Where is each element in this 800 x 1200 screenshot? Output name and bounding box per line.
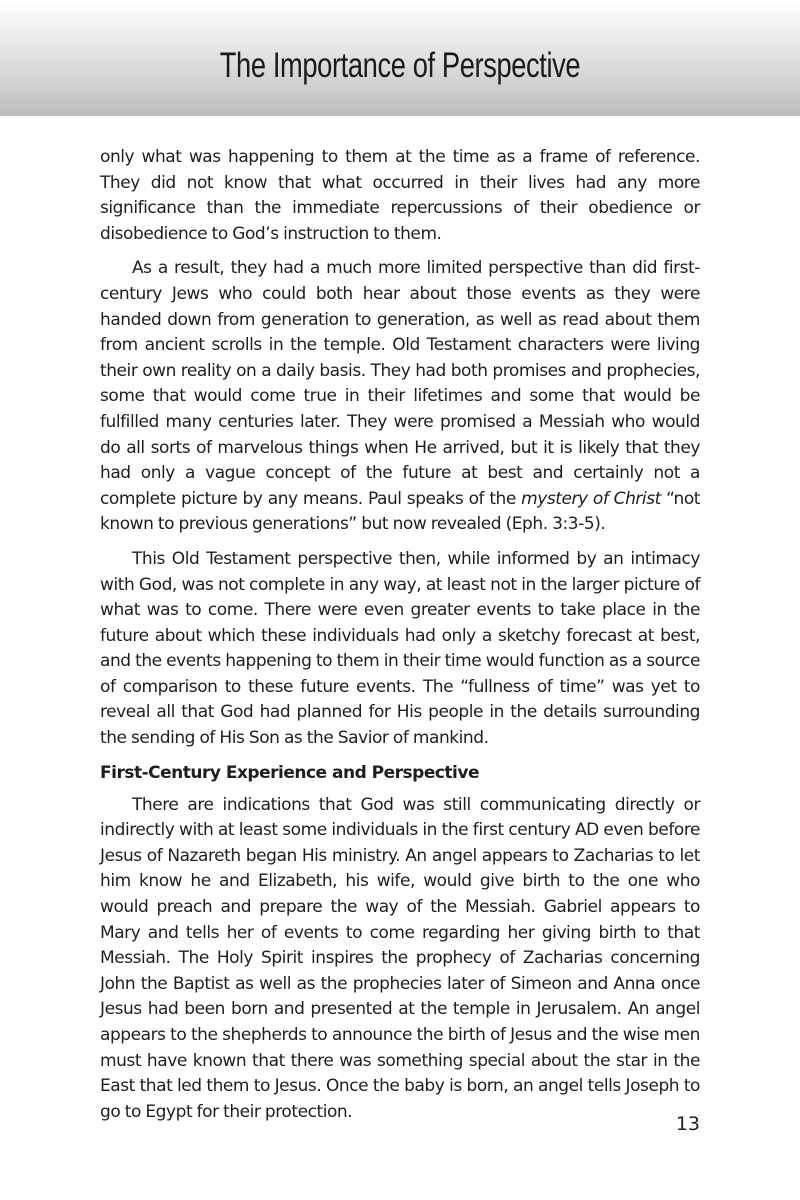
paragraph-3: This Old Testament perspective then, while informed by an intimacy with God, was not complete in any way, at least not in the larger picture of what was to come. There were even greater events to take place in the future about which these individuals had only a sketchy forecast at best, and the events happening to them in their time would function as a source of comparison to these future events. The “fullness of time” was yet to reveal all that God had planned for His people in the details surrounding the sending of His Son as the Savior of mankind. xyxy=(100,548,700,749)
paragraph-2-text-b: “not known to previous generations” but now revealed (Eph. 3:3-5). xyxy=(100,488,701,535)
page-number: 13 xyxy=(675,1113,700,1135)
paragraph-2-italic: mystery of Christ xyxy=(521,488,661,509)
paragraph-2 xyxy=(100,256,700,538)
paragraph-2-text-a: As a result, they had a much more limited perspective than did first-century Jews who could both hear about those events as they were handed down from generation to generation, as well as read about them from ancient scrolls in the temple. Old Testament characters were living their own reality on a daily basis. They had both promises and prophecies, some that would come true in their lifetimes and some that would be fulfilled many centuries later. They were promised a Messiah who would do all sorts of marvelous things when He arrived, but it is likely that they had only a vague concept of the future at best and certainly not a complete picture by any means. Paul speaks of the xyxy=(100,258,700,509)
paragraph-1: only what was happening to them at the time as a frame of reference. They did not know that what occurred in their lives had any more significance than the immediate repercussions of their obedience or disobedience to God’s instruction to them. xyxy=(100,147,700,244)
paragraph-4: There are indications that God was still communicating directly or indirectly with at least some individuals in the first century AD even before Jesus of Nazareth began His ministry. An angel appears to Zacharias to let him know he and Elizabeth, his wife, would give birth to the one who would preach and prepare the way of the Messiah. Gabriel appears to Mary and tells her of events to come regarding her giving birth to that Messiah. The Holy Spirit inspires the prophecy of Zacharias concerning John the Baptist as well as the prophecies later of Simeon and Anna once Jesus had been born and presented at the temple in Jerusalem. An angel appears to the shepherds to announce the birth of Jesus and the wise men must have known that there was something special about the star in the East that led them to Jesus. Once the baby is born, an angel tells Joseph to go to Egypt for their protection. xyxy=(100,794,700,1122)
section-heading: First-Century Experience and Perspective xyxy=(100,762,479,783)
page-body xyxy=(100,145,700,1134)
running-title: The Importance of Perspective xyxy=(219,46,581,85)
